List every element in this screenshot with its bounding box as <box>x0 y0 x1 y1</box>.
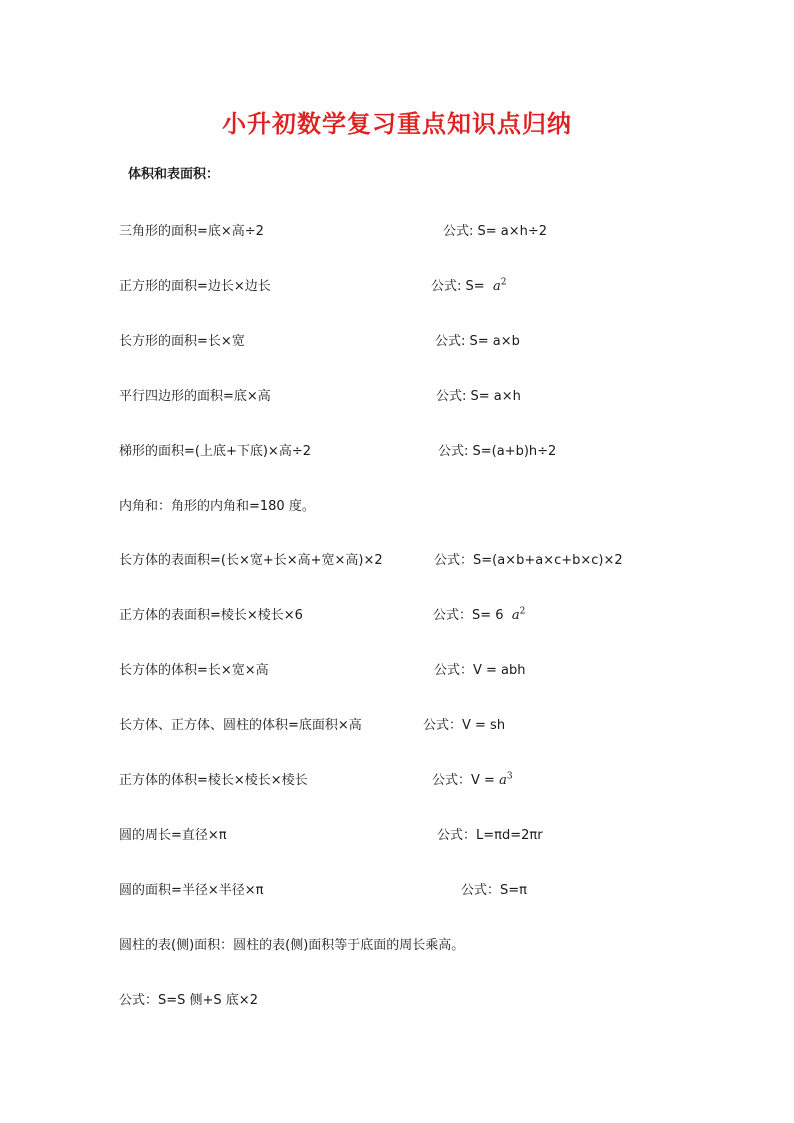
formula-row <box>0 824 794 848</box>
formula-expression: 公式：V = sh <box>423 718 506 733</box>
formula-expression: 公式：S=(a×b+a×c+b×c)×2 <box>434 553 623 568</box>
formula-row <box>0 385 794 409</box>
formula-description: 长方体的表面积=(长×宽+长×高+宽×高)×2 <box>119 553 383 568</box>
formula-expression: 公式：S=π <box>461 883 527 898</box>
formula-expression: 公式: S=(a+b)h÷2 <box>438 444 557 459</box>
formula-description: 圆的周长=直径×π <box>119 828 227 843</box>
formula-variable: $a^2$ <box>492 277 507 294</box>
formula-row <box>0 440 794 464</box>
formula-exponent: 2 <box>500 277 507 288</box>
formula-description: 圆的面积=半径×半径×π <box>119 883 264 898</box>
formula-description: 内角和：角形的内角和=180 度。 <box>119 499 315 514</box>
formula-exponent: 2 <box>519 606 526 617</box>
formula-variable: $a^3$ <box>499 771 513 788</box>
formula-row <box>0 495 794 519</box>
formula-description: 平行四边形的面积=底×高 <box>119 389 271 404</box>
formula-description: 三角形的面积=底×高÷2 <box>119 224 264 239</box>
formula-expression: 公式：L=πd=2πr <box>437 828 543 843</box>
formula-description: 梯形的面积=(上底+下底)×高÷2 <box>119 444 311 459</box>
formula-row <box>0 330 794 354</box>
formula-row <box>0 220 794 244</box>
formula-expression <box>431 275 506 294</box>
formula-expression <box>433 604 525 623</box>
formula-prefix: 公式: S= <box>431 279 485 294</box>
formula-row <box>0 989 794 1013</box>
page-title: 小升初数学复习重点知识点归纳 <box>222 110 572 138</box>
formula-exponent: 3 <box>506 771 513 782</box>
formula-description: 长方形的面积=长×宽 <box>119 334 245 349</box>
formula-variable: $a^2$ <box>511 606 526 623</box>
formula-expression: 公式：V = abh <box>434 663 526 678</box>
formula-row <box>0 879 794 903</box>
formula-description: 长方体的体积=长×宽×高 <box>119 663 269 678</box>
formula-row <box>0 604 794 628</box>
formula-row <box>0 769 794 793</box>
formula-description: 正方体的表面积=棱长×棱长×6 <box>119 608 303 623</box>
formula-expression: 公式: S= a×h <box>436 389 521 404</box>
formula-expression <box>432 769 513 788</box>
formula-row <box>0 549 794 573</box>
formula-description: 长方体、正方体、圆柱的体积=底面积×高 <box>119 718 362 733</box>
formula-prefix: 公式：S= 6 <box>433 608 504 623</box>
formula-row <box>0 275 794 299</box>
formula-description: 公式：S=S 侧+S 底×2 <box>119 993 258 1008</box>
formula-expression: 公式: S= a×b <box>435 334 520 349</box>
formula-expression: 公式: S= a×h÷2 <box>443 224 548 239</box>
formula-row <box>0 659 794 683</box>
formula-description: 正方形的面积=边长×边长 <box>119 279 271 294</box>
formula-description: 正方体的体积=棱长×棱长×棱长 <box>119 773 308 788</box>
formula-row <box>0 934 794 958</box>
formula-row <box>0 714 794 738</box>
formula-prefix: 公式：V = <box>432 773 495 788</box>
section-heading: 体积和表面积： <box>128 167 220 182</box>
formula-description: 圆柱的表(侧)面积：圆柱的表(侧)面积等于底面的周长乘高。 <box>119 938 465 953</box>
